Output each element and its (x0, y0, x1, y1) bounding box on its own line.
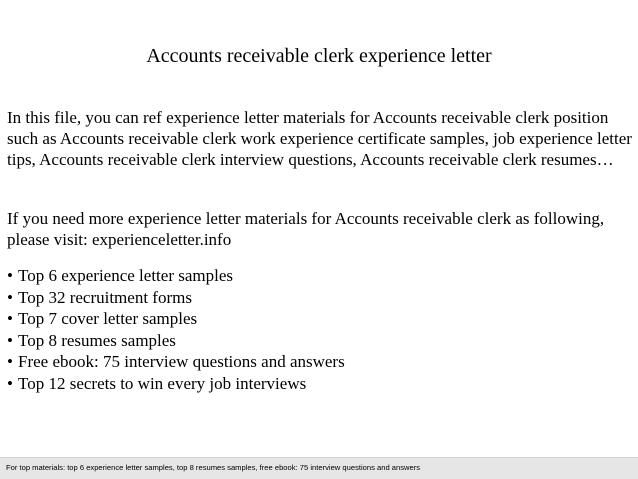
intro-paragraph: In this file, you can ref experience letter materials for Accounts receivable clerk position such as Accounts receivable clerk work experience certificate samples, job experience letter tips, Accounts receivable clerk interview questions, Accounts receivable clerk resumes… (7, 108, 632, 169)
list-item (7, 287, 635, 309)
footer-text: For top materials: top 6 experience letter samples, top 8 resumes samples, free ebook: 75 interview questions and answers (6, 463, 421, 472)
list-item (7, 265, 635, 287)
list-item-text: Top 6 experience letter samples (18, 266, 233, 285)
list-item (7, 330, 635, 352)
bullet-icon: • (7, 309, 13, 329)
list-item-text: Top 7 cover letter samples (18, 309, 198, 329)
bullet-icon: • (7, 266, 13, 285)
bullet-icon: • (7, 287, 13, 307)
list-item (7, 373, 635, 395)
bullet-list (7, 265, 635, 395)
bullet-icon: • (7, 330, 13, 350)
list-item (7, 308, 635, 330)
list-item-text: Free ebook: 75 interview questions and answers (18, 352, 345, 372)
footer-bar (0, 457, 638, 479)
more-materials-paragraph: If you need more experience letter materials for Accounts receivable clerk as following, please visit: experienceletter.info (7, 209, 605, 249)
list-item-text: Top 12 secrets to win every job interviews (18, 373, 307, 393)
list-item-text: Top 32 recruitment forms (18, 287, 192, 307)
bullet-icon: • (7, 373, 13, 393)
list-item-text: Top 8 resumes samples (18, 330, 176, 350)
document-title: Accounts receivable clerk experience letter (146, 45, 492, 67)
list-item (7, 351, 635, 373)
bullet-icon: • (7, 352, 13, 372)
